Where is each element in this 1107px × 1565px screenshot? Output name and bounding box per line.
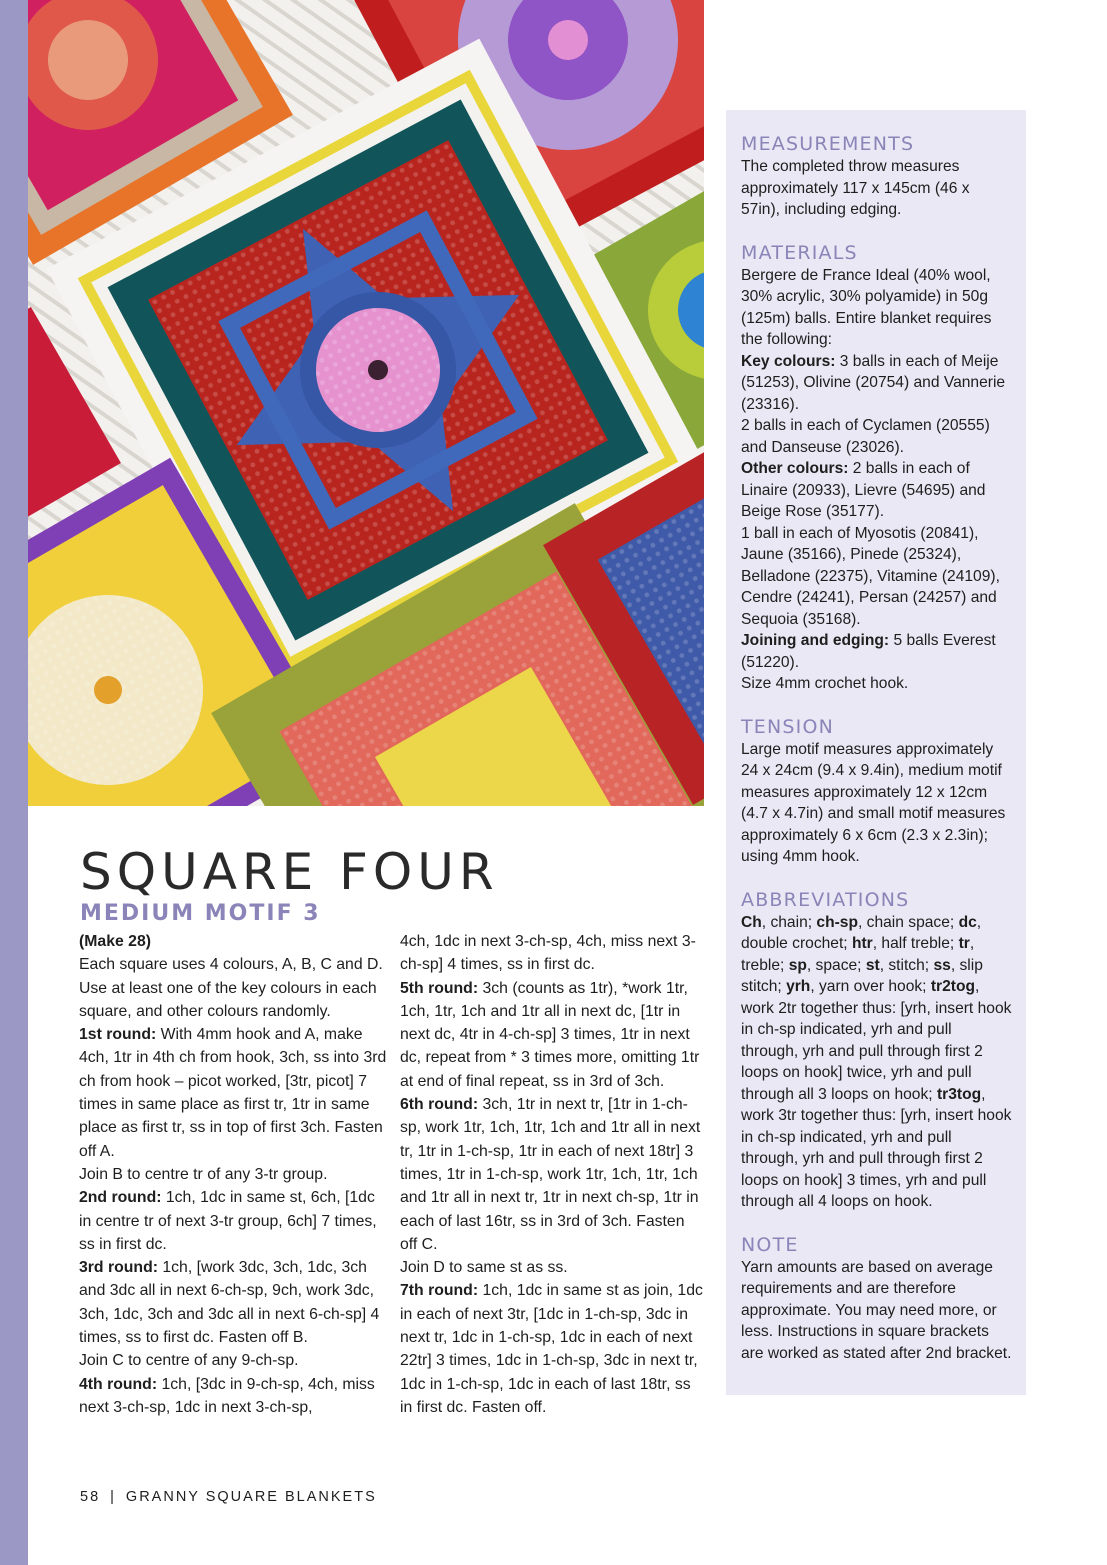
abbreviation-term: ss [933,956,951,974]
abbreviation-definition: , double crochet; [741,913,982,952]
abbreviation-term: st [865,956,880,974]
measurements-text: The completed throw measures approximately 117 x 145cm (46 x 57in), including edging. [741,158,970,218]
round-7 [400,1279,705,1419]
crochet-granny-squares-photo-icon [28,0,704,806]
round-1-label: 1st round: [79,1026,157,1044]
round-5-label: 5th round: [400,979,479,997]
round-7-text: 1ch, 1dc in same st as join, 1dc in each of next 3tr, [1dc in 1-ch-sp, 3dc in next tr, 1dc in 1-ch-sp, 1dc in each of next 22tr] 3 times, 1dc in 1-ch-sp, 3dc in next tr, 1dc in 1-ch-sp, 1dc in each of last 18tr, ss in first dc. Fasten off. [400,1282,703,1416]
tension-section [741,715,1012,868]
materials-one-ball: 1 ball in each of Myosotis (20841), Jaune (35166), Pinede (25324), Belladone (22375), Vitamine (24109), Cendre (24241), Persan (24257) and Sequoia (35168). [741,524,1000,628]
key-colours-label: Key colours: [741,352,836,370]
abbreviation-definition: , treble; [741,935,975,974]
make-count [79,930,389,953]
crochet-photo [28,0,704,806]
abbreviation-term: ch-sp [816,913,858,931]
abbreviation-term: sp [788,956,807,974]
measurements-section [741,132,1012,221]
abbreviation-term: tr2tog [930,978,976,995]
round-3-text: 1ch, [work 3dc, 3ch, 1dc, 3ch and 3dc all in next 6-ch-sp, 9ch, work 3dc, 3ch, 1dc, 3ch and 3dc all in next 6-ch-sp] 4 times, ss to first dc. Fasten off B. [79,1259,380,1347]
abbreviation-definition: , slip stitch; [741,956,983,995]
round-1 [79,1023,389,1163]
abbreviation-definition: , work 3tr together thus: [yrh, insert hook in ch-sp indicated, yrh and pull through, yrh and pull through first 2 loops on hook] 3 times, yrh and pull through all 4 loops on hook. [741,1085,1012,1210]
round-4-label: 4th round: [79,1375,158,1393]
materials-heading: MATERIALS [741,241,858,264]
round-4 [79,1373,389,1420]
materials-other-colours [741,458,1012,523]
abbreviation-definition: , half treble; [872,935,959,952]
round-4-text-part1: 1ch, [3dc in 9-ch-sp, 4ch, miss next 3-ch-sp, 1dc in next 3-ch-sp, [79,1375,375,1416]
measurements-heading: MEASUREMENTS [741,133,915,155]
materials-key-colours [741,351,1012,416]
abbreviation-definition: , stitch; [879,956,934,974]
round-2-text: 1ch, 1dc in same st, 6ch, [1dc in centre tr of next 3-tr group, 6ch] 7 times, ss in first dc. [79,1189,377,1253]
other-colours-text: 2 balls in each of Linaire (20933), Lievre (54695) and Beige Rose (35177). [741,460,986,520]
materials-joining [741,630,1012,673]
page-number: 58 [80,1489,101,1505]
abbreviation-term: htr [851,935,873,952]
abbreviation-term: tr [958,935,970,952]
round-6 [400,1093,705,1256]
round-7-label: 7th round: [400,1282,479,1300]
abbreviation-term: dc [958,913,977,931]
round-6-label: 6th round: [400,1096,479,1114]
join-c: Join C to centre of any 9-ch-sp. [79,1352,299,1370]
abbreviation-term: tr3tog [936,1085,982,1103]
round-5 [400,977,705,1093]
book-title: GRANNY SQUARE BLANKETS [125,1489,377,1505]
tension-heading: TENSION [741,715,835,738]
materials-hook: Size 4mm crochet hook. [741,675,909,692]
pattern-column-2 [400,930,705,1419]
round-1-text: With 4mm hook and A, make 4ch, 1tr in 4th ch from hook, 3ch, ss into 3rd ch from hook – picot worked, [3tr, picot] 7 times in same place as first tr, 1tr in same place as first tr, ss in top of first 3ch. Fasten off A. [79,1026,387,1160]
info-sidebar [726,110,1026,1395]
make-count-text: (Make 28) [79,933,151,950]
abbreviations-text [741,912,1012,1213]
round-2-label: 2nd round: [79,1189,162,1207]
other-colours-label: Other colours: [741,460,849,477]
join-b: Join B to centre tr of any 3-tr group. [79,1165,328,1183]
abbreviation-definition: , space; [806,956,866,974]
page-footer [80,1489,377,1505]
note-text: Yarn amounts are based on average requirements and are therefore approximate. You may need more, or less. Instructions in square brackets are worked as stated after 2nd bracket. [741,1258,1012,1362]
page-title: SQUARE FOUR [80,843,499,901]
note-heading: NOTE [741,1233,799,1256]
abbreviation-definition: , chain; [761,913,817,931]
footer-separator: | [110,1489,116,1505]
left-color-strip [0,0,28,1565]
materials-two-balls: 2 balls in each of Cyclamen (20555) and Danseuse (23026). [741,417,990,456]
round-4-continued: 4ch, 1dc in next 3-ch-sp, 4ch, miss next 3-ch-sp] 4 times, ss in first dc. [400,933,696,974]
abbreviation-term: yrh [786,978,811,995]
round-3-label: 3rd round: [79,1259,158,1277]
materials-section [741,241,1012,695]
round-5-text: 3ch (counts as 1tr), *work 1tr, 1ch, 1tr, 1ch and 1tr all in next dc, [1tr in next dc, 4tr in 4-ch-sp] 3 times, 1tr in next dc, repeat from * 3 times more, omitting 1tr at end of final repeat, ss in 3rd of 3ch. [400,979,700,1090]
pattern-intro: Each square uses 4 colours, A, B, C and D. Use at least one of the key colours in each square, and other colours randomly. [79,956,383,1020]
round-6-text: 3ch, 1tr in next tr, [1tr in 1-ch-sp, work 1tr, 1ch, 1tr, 1ch and 1tr all in next tr, 1tr in 1-ch-sp, 1tr in each of next 18tr] 3 times, 1tr in 1-ch-sp, work 1tr, 1ch, 1tr, 1ch and 1tr all in next tr, 1tr in next ch-sp, 1tr in each of last 16tr, ss in 3rd of 3ch. Fasten off C. [400,1096,701,1253]
abbreviation-definition: , chain space; [858,913,959,931]
abbreviation-definition: , work 2tr together thus: [yrh, insert hook in ch-sp indicated, yrh and pull through, yrh and pull through first 2 loops on hook] twice, yrh and pull through all 3 loops on hook; [741,978,1012,1103]
tension-text: Large motif measures approximately 24 x 24cm (9.4 x 9.4in), medium motif measures approximately 12 x 12cm (4.7 x 4.7in) and small motif measures approximately 6 x 6cm (2.3 x 2.3in); using 4mm hook. [741,740,1006,865]
joining-label: Joining and edging: [741,632,890,649]
abbreviations-section [741,888,1012,1213]
join-d: Join D to same st as ss. [400,1259,568,1277]
page-subtitle: MEDIUM MOTIF 3 [80,901,321,926]
abbreviation-term: Ch [741,913,762,931]
abbreviations-heading: ABBREVIATIONS [741,888,910,911]
round-2 [79,1186,389,1256]
abbreviation-definition: , yarn over hook; [810,978,931,995]
joining-text: 5 balls Everest (51220). [741,632,996,671]
note-section [741,1233,1012,1365]
materials-intro: Bergere de France Ideal (40% wool, 30% acrylic, 30% polyamide) in 50g (125m) balls. Entire blanket requires the following: [741,266,992,348]
round-3 [79,1256,389,1349]
key-colours-text: 3 balls in each of Meije (51253), Olivine (20754) and Vannerie (23316). [741,352,1006,413]
pattern-column-1 [79,930,389,1419]
